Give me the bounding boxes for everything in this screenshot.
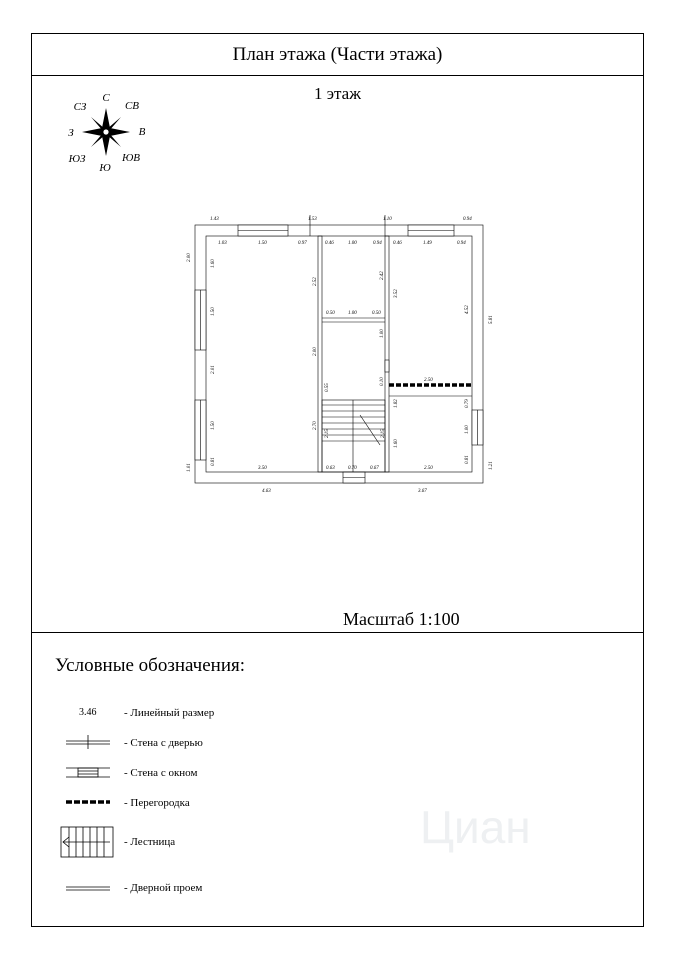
dim-top-inner: 1.50 [258, 241, 267, 246]
scale-label: Масштаб 1:100 [343, 609, 460, 629]
dim-bottom-inner: 0.70 [348, 466, 357, 471]
dim-mid-left: 2.52 [313, 277, 318, 286]
dim-stair: 2.15 [381, 429, 386, 438]
dim-mid-left: 2.00 [313, 347, 318, 356]
wall-with-window-icon [64, 764, 112, 780]
floor-plan [180, 210, 500, 500]
dim-left-inner: 2.01 [211, 365, 216, 374]
legend-item-partition: - Перегородка [124, 797, 190, 809]
legend-item-stairs: - Лестница [124, 836, 176, 848]
dim-left-outer: 2.00 [187, 253, 192, 262]
dim-left-outer: 1.01 [187, 463, 192, 472]
dim-top-outer: 1.43 [210, 217, 219, 222]
dim-mid-small: 2.42 [380, 271, 385, 280]
dim-bottom-inner: 0.63 [326, 466, 335, 471]
dim-top-outer: 0.94 [463, 217, 472, 222]
dim-stair: 2.15 [325, 429, 330, 438]
dim-closet: 0.50 [372, 311, 381, 316]
compass-nw: СЗ [73, 101, 87, 113]
partition-icon [64, 794, 112, 810]
dim-bottom-inner: 3.50 [258, 466, 267, 471]
dim-mid-small: 1.60 [394, 439, 399, 448]
dim-left-inner: 1.50 [211, 421, 216, 430]
dim-mid-small: 1.82 [394, 399, 399, 408]
dim-bottom-inner: 2.50 [424, 466, 433, 471]
dim-top-inner: 0.94 [373, 241, 382, 246]
wall-with-door-icon [64, 734, 112, 750]
compass-se: ЮВ [121, 152, 141, 164]
dim-right-inner: 0.81 [465, 455, 470, 464]
dim-bottom-outer: 4.63 [262, 489, 271, 494]
doorway-icon [64, 880, 112, 896]
legend-sample-dimension: 3.46 [79, 707, 97, 718]
dim-partition: 2.50 [424, 378, 433, 383]
legend-item-wall-window: - Стена с окном [124, 767, 198, 779]
dim-mid-small: 1.00 [380, 329, 385, 338]
dim-top-outer: 1.53 [308, 217, 317, 222]
dim-bottom-inner: 0.67 [370, 466, 379, 471]
watermark-logo: Циан [420, 801, 531, 853]
dim-top-inner: 0.46 [325, 241, 334, 246]
dim-top-inner: 0.94 [457, 241, 466, 246]
dim-top-inner: 0.97 [298, 241, 307, 246]
dim-right-inner: 4.52 [465, 305, 470, 314]
dim-left-inner: 0.81 [211, 457, 216, 466]
dim-top-inner: 1.03 [218, 241, 227, 246]
dim-closet: 0.50 [326, 311, 335, 316]
dim-right-inner: 0.79 [465, 399, 470, 408]
dim-mid-left: 2.70 [313, 421, 318, 430]
compass-e: В [138, 126, 146, 138]
compass-ne: СВ [124, 100, 140, 112]
title-divider [31, 75, 644, 76]
compass-n: С [102, 92, 110, 104]
dim-top-outer: 1.10 [383, 217, 392, 222]
legend-divider [31, 632, 644, 633]
dim-top-inner: 0.46 [393, 241, 402, 246]
dim-right-outer: 5.81 [489, 315, 494, 324]
dim-right-outer: 1.21 [489, 461, 494, 470]
dim-top-inner: 1.49 [423, 241, 432, 246]
legend-item-wall-door: - Стена с дверью [124, 737, 203, 749]
dim-left-inner: 1.50 [211, 307, 216, 316]
floor-label: 1 этаж [314, 84, 361, 103]
stairs-icon [60, 826, 114, 858]
compass-s: Ю [99, 162, 111, 174]
legend-item-linear-dimension: - Линейный размер [124, 707, 215, 719]
dim-top-inner: 1.00 [348, 241, 357, 246]
dim-stair: 0.55 [325, 383, 330, 392]
dim-mid-small: 3.52 [394, 289, 399, 298]
legend-title: Условные обозначения: [55, 655, 246, 676]
dim-right-inner: 1.00 [465, 425, 470, 434]
dim-left-inner: 1.60 [211, 259, 216, 268]
compass-sw: ЮЗ [68, 153, 86, 165]
page-title: План этажа (Части этажа) [232, 44, 443, 65]
dim-bottom-outer: 3.67 [418, 489, 427, 494]
dim-mid-small: 0.10 [380, 377, 385, 386]
dim-closet: 1.00 [348, 311, 357, 316]
compass-w: З [68, 127, 74, 139]
legend-item-doorway: - Дверной проем [124, 882, 203, 894]
